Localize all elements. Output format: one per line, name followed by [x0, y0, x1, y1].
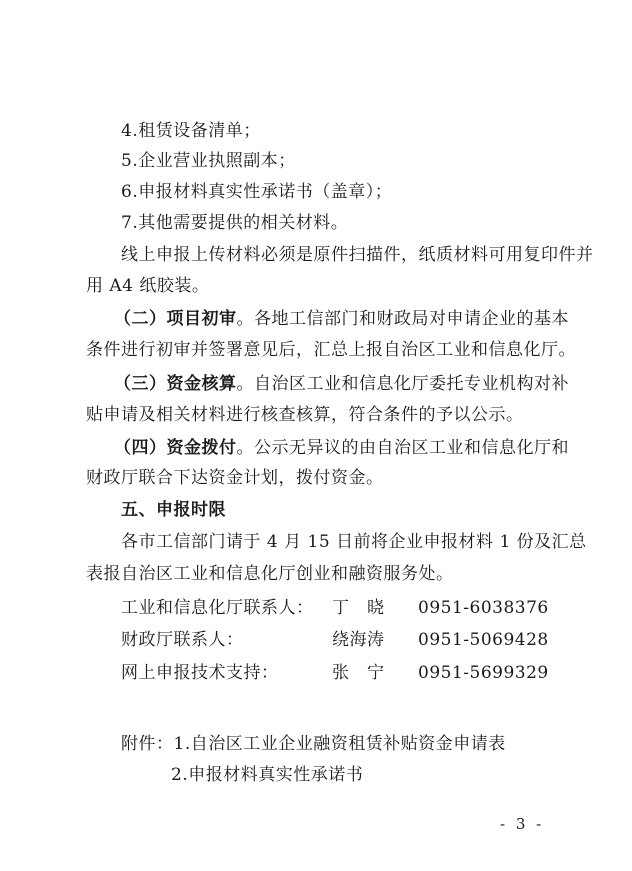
page-number: - 3 -: [500, 815, 545, 833]
contact-role: 网上申报技术支持：: [121, 663, 279, 683]
upload-note-line-1: 线上申报上传材料必须是原件扫描件，纸质材料可用复印件并: [121, 245, 594, 265]
step3-paragraph-line-2: 贴申请及相关材料进行核查核算，符合条件的予以公示。: [86, 405, 524, 425]
step2-paragraph-line-2: 条件进行初审并签署意见后，汇总上报自治区工业和信息化厅。: [86, 340, 576, 360]
step3-paragraph-line-1: [114, 373, 569, 395]
step4-text: 。公示无异议的由自治区工业和信息化厅和: [236, 438, 569, 458]
step2-label: （二）项目初审: [114, 309, 237, 329]
material-item-4: 4.租赁设备清单；: [121, 121, 261, 141]
attachments-line-2: 2.申报材料真实性承诺书: [171, 765, 364, 785]
step4-paragraph-line-1: [114, 437, 569, 459]
step4-paragraph-line-2: 财政厅联合下达资金计划，拨付资金。: [86, 468, 384, 488]
material-item-7: 7.其他需要提供的相关材料。: [121, 213, 349, 233]
step2-text: 。各地工信部门和财政局对申请企业的基本: [236, 309, 569, 329]
contact-name: 绕海涛: [332, 630, 385, 650]
contact-name: 丁 晓: [332, 598, 385, 618]
material-item-6: 6.申报材料真实性承诺书（盖章）；: [121, 182, 393, 202]
attachments-line-1: 附件：1.自治区工业企业融资租赁补贴资金申请表: [121, 734, 506, 754]
section5-heading: 五、申报时限: [121, 500, 226, 520]
step3-label: （三）资金核算: [114, 374, 237, 394]
step4-label: （四）资金拨付: [114, 438, 237, 458]
contact-phone: 0951-5699329: [418, 663, 549, 683]
section5-line-2: 表报自治区工业和信息化厅创业和融资服务处。: [86, 564, 454, 584]
contact-role: 工业和信息化厅联系人：: [121, 598, 314, 618]
step3-text: 。自治区工业和信息化厅委托专业机构对补: [236, 374, 569, 394]
contact-name: 张 宁: [332, 663, 385, 683]
contact-role: 财政厅联系人：: [121, 630, 244, 650]
material-item-5: 5.企业营业执照副本；: [121, 151, 296, 171]
section5-line-1: 各市工信部门请于 4 月 15 日前将企业申报材料 1 份及汇总: [121, 532, 587, 552]
contact-phone: 0951-6038376: [418, 598, 549, 618]
step2-paragraph-line-1: [114, 308, 569, 330]
upload-note-line-2: 用 A4 纸胶装。: [86, 276, 210, 296]
contact-phone: 0951-5069428: [418, 630, 549, 650]
